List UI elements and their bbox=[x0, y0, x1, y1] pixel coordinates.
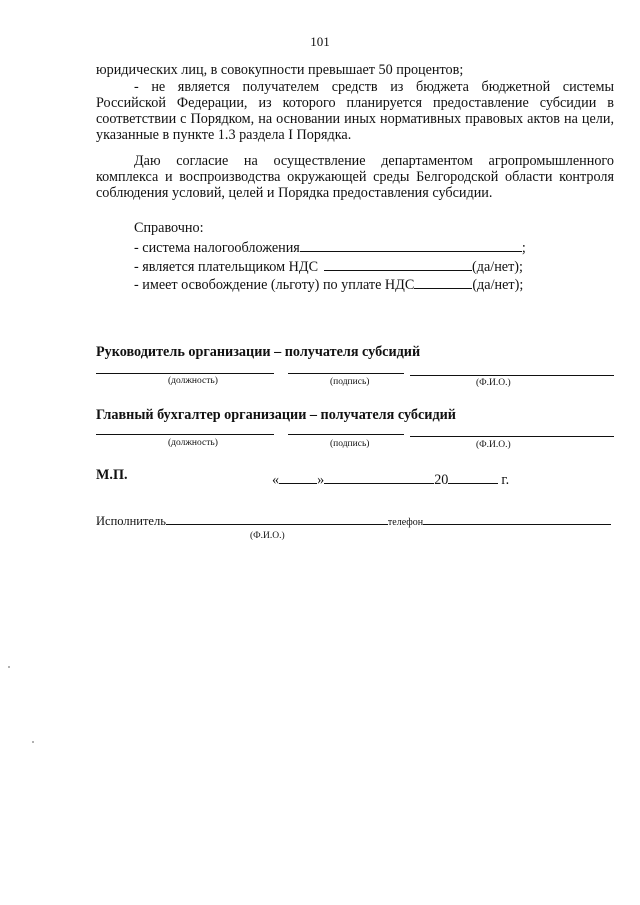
date-month-field[interactable] bbox=[324, 470, 434, 484]
head-signature-caption: (подпись) bbox=[330, 377, 370, 387]
vat-payer-field[interactable] bbox=[324, 257, 472, 271]
accountant-signature-line[interactable] bbox=[288, 434, 404, 435]
head-signature-title: Руководитель организации – получателя субсидий bbox=[96, 344, 421, 360]
date-year-prefix: 20 bbox=[434, 472, 449, 488]
reference-heading: Справочно: bbox=[134, 220, 204, 236]
accountant-signature-caption: (подпись) bbox=[330, 439, 370, 449]
head-signature-line[interactable] bbox=[288, 373, 404, 374]
executor-phone-field[interactable] bbox=[423, 513, 611, 525]
scan-speck bbox=[8, 666, 10, 668]
date-year-suffix: г. bbox=[501, 472, 510, 488]
accountant-name-line[interactable] bbox=[410, 436, 614, 437]
accountant-position-caption: (должность) bbox=[168, 438, 218, 448]
date-day-field[interactable] bbox=[279, 470, 317, 484]
head-position-caption: (должность) bbox=[168, 376, 218, 386]
reference-vat-exempt-row bbox=[134, 275, 523, 294]
reference-tax-system-row bbox=[134, 238, 526, 257]
accountant-name-caption: (Ф.И.О.) bbox=[476, 440, 511, 450]
tax-system-field[interactable] bbox=[300, 238, 522, 252]
executor-name-field[interactable] bbox=[166, 513, 388, 525]
accountant-position-line[interactable] bbox=[96, 434, 274, 435]
scan-speck bbox=[32, 741, 34, 743]
executor-name-caption: (Ф.И.О.) bbox=[250, 531, 285, 541]
date-row bbox=[272, 470, 509, 489]
date-year-field[interactable] bbox=[448, 470, 498, 484]
vat-exempt-end: (да/нет); bbox=[472, 277, 524, 293]
head-name-caption: (Ф.И.О.) bbox=[476, 378, 511, 388]
vat-payer-label: - является плательщиком НДС bbox=[134, 259, 319, 275]
accountant-signature-title: Главный бухгалтер организации – получателя субсидий bbox=[96, 407, 456, 423]
executor-row bbox=[96, 513, 611, 529]
body-paragraph-3: Даю согласие на осуществление департаментом агропромышленного комплекса и воспроизводства окружающей среды Белгородской области контроля соблюдения условий, целей и Порядка предоставления субсидии. bbox=[96, 153, 614, 201]
reference-vat-payer-row bbox=[134, 257, 523, 276]
tax-system-end: ; bbox=[521, 240, 526, 256]
tax-system-label: - система налогообложения bbox=[134, 240, 300, 256]
executor-label: Исполнитель bbox=[96, 514, 166, 528]
head-position-line[interactable] bbox=[96, 373, 274, 374]
page-number: 101 bbox=[310, 34, 330, 49]
stamp-mp: М.П. bbox=[96, 467, 128, 483]
head-name-line[interactable] bbox=[410, 375, 614, 376]
body-line-1: юридических лиц, в совокупности превышает 50 процентов; bbox=[96, 62, 464, 78]
executor-phone-label: телефон bbox=[387, 517, 424, 528]
vat-payer-end: (да/нет); bbox=[472, 259, 523, 275]
body-paragraph-2: - не является получателем средств из бюджета бюджетной системы Российской Федерации, из которого планируется предоставление субсидии в соответствии с Порядком, на основании иных нормативных правовых актов на цели, указанные в пункте 1.3 раздела I Порядка. bbox=[96, 79, 614, 143]
date-quote-close: » bbox=[317, 472, 325, 488]
vat-exempt-field[interactable] bbox=[414, 275, 472, 289]
vat-exempt-label: - имеет освобождение (льготу) по уплате НДС bbox=[134, 277, 415, 293]
date-quote-open: « bbox=[272, 472, 280, 488]
